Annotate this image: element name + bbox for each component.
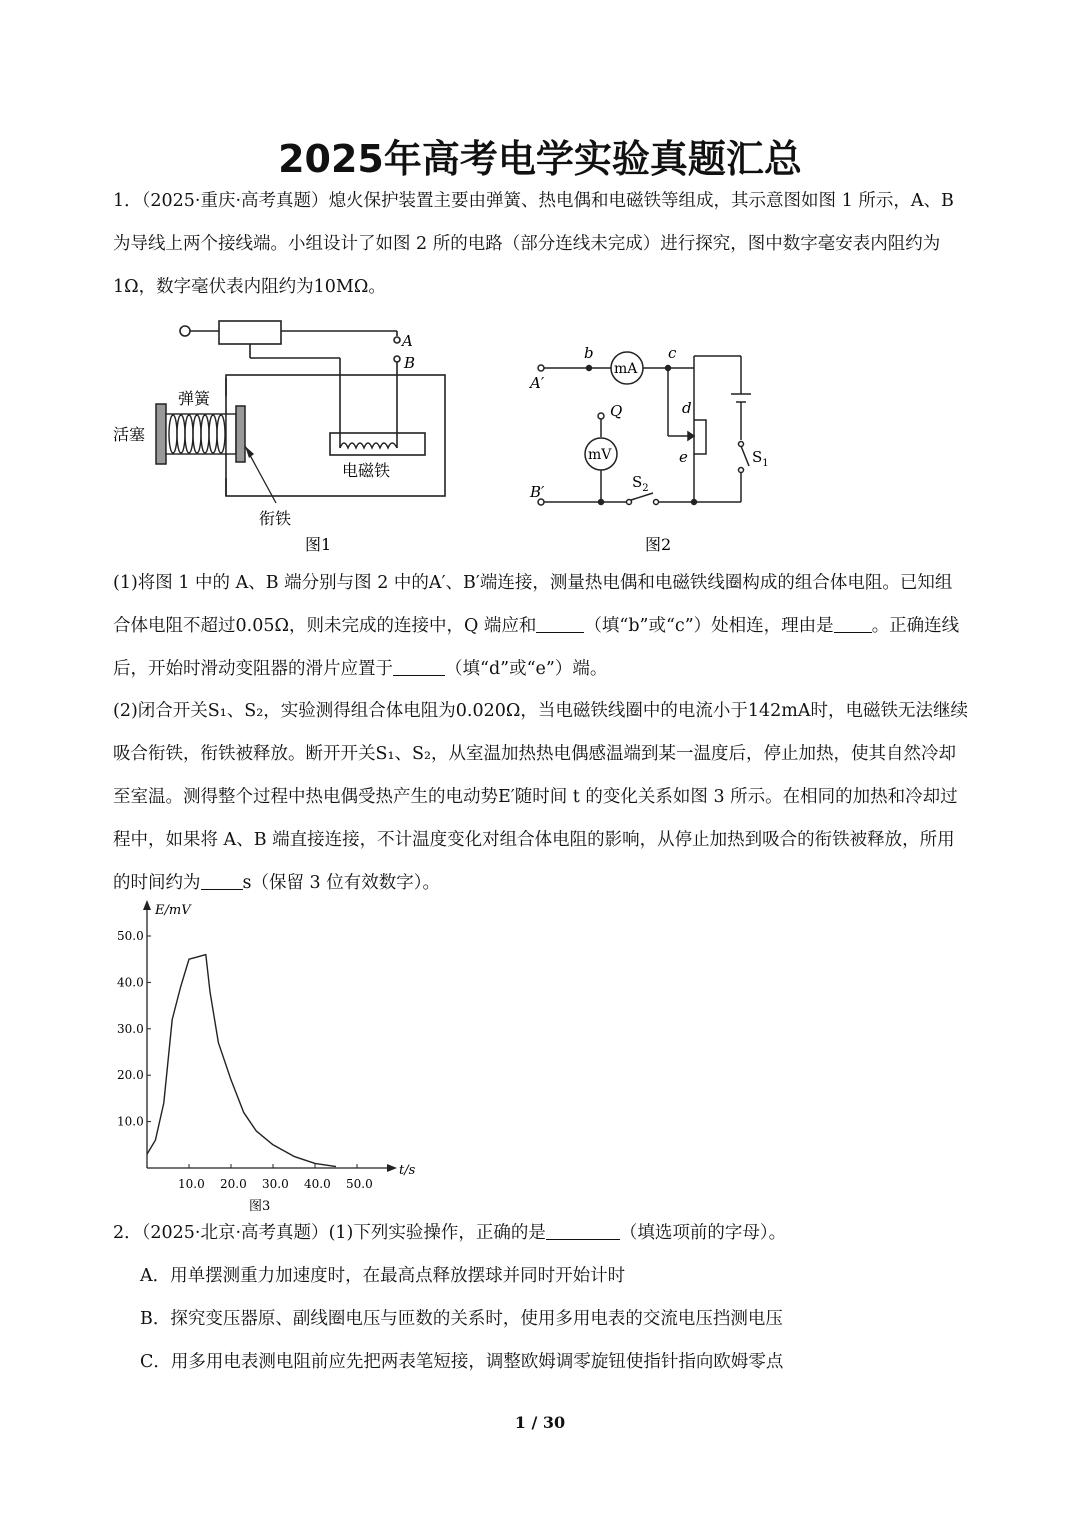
y-tick-label: 30.0 xyxy=(117,1021,144,1036)
x-tick-label: 30.0 xyxy=(262,1177,289,1191)
fig2-switch1: $S_1$ xyxy=(752,448,769,469)
answer-blank-slider-position[interactable] xyxy=(393,656,445,676)
page-number: 1 / 30 xyxy=(514,1413,566,1432)
q2-option-a: A．用单摆测重力加速度时，在最高点释放摆球并同时开始计时 xyxy=(140,1266,626,1286)
fig1-electromagnet-label: 电磁铁 xyxy=(342,461,391,480)
fig2-node-q: Q xyxy=(610,402,623,420)
figure-1 xyxy=(108,318,458,558)
y-axis-label: E/mV xyxy=(155,903,191,918)
fig2-node-b-lower: b xyxy=(584,344,594,362)
y-tick-label: 20.0 xyxy=(117,1068,144,1083)
fig2-node-a: A′ xyxy=(530,374,545,392)
fig2-ammeter: mA xyxy=(614,361,638,377)
q2-option-c: C．用多用电表测电阻前应先把两表笔短接，调整欧姆调零旋钮使指针指向欧姆零点 xyxy=(140,1352,784,1372)
fig1-armature-label: 衔铁 xyxy=(259,509,292,528)
fig1-caption: 图1 xyxy=(305,535,332,554)
fig2-node-c: c xyxy=(668,344,677,362)
x-axis-arrow xyxy=(387,1164,397,1172)
q1-part1: (1)将图 1 中的 A、B 端分别与图 2 中的A′、B′端连接，测量热电偶和电磁铁线圈构成的组合体电阻。已知组合体电阻不超过0.05Ω，则未完成的连接中，Q 端应和 （填“b”或“c”）处相连，理由是 。正确连线后，开始时滑动变阻器的滑片应置于 （填“d”或“e”）端。 xyxy=(113,573,960,679)
q1-intro xyxy=(113,180,969,309)
x-tick-label: 40.0 xyxy=(304,1177,331,1191)
y-tick-label: 50.0 xyxy=(117,929,144,943)
fig2-voltmeter: mV xyxy=(588,447,612,463)
q2-option-b: B．探究变压器原、副线圈电压与匝数的关系时，使用多用电表的交流电压挡测电压 xyxy=(140,1309,783,1329)
series-line xyxy=(147,955,336,1167)
q1-source: （2025·重庆·高考真题） xyxy=(141,191,329,211)
y-tick-label: 40.0 xyxy=(117,975,144,990)
fig2-node-d: d xyxy=(682,399,692,417)
y-axis-arrow xyxy=(143,900,151,910)
fig3-caption: 图3 xyxy=(249,1199,271,1214)
q2-part1: 2．（2025·北京·高考真题）(1)下列实验操作，正确的是 （填选项前的字母）。 xyxy=(113,1212,969,1255)
answer-blank-time[interactable] xyxy=(201,870,243,890)
y-tick-label: 10.0 xyxy=(117,1114,144,1129)
fig2-node-e: e xyxy=(679,448,688,466)
figure-3-chart xyxy=(112,896,416,1216)
x-axis-label: t/s xyxy=(399,1163,416,1178)
q1-intro-text: 熄火保护装置主要由弹簧、热电偶和电磁铁等组成，其示意图如图 1 所示，A、B 为导线上两个接线端。小组设计了如图 2 所的电路（部分连线未完成）进行探究，图中数字毫安表内阻约为1Ω，数字毫伏表内阻约为10MΩ。 xyxy=(113,191,954,297)
answer-blank-reason[interactable] xyxy=(834,613,872,633)
q2-source: （2025·北京·高考真题） xyxy=(141,1223,329,1243)
fig2-caption: 图2 xyxy=(645,535,672,554)
fig2-switch2: $S_2$ xyxy=(632,473,649,494)
x-tick-label: 50.0 xyxy=(346,1177,373,1191)
q1-label: 1． xyxy=(113,191,142,211)
q2-label: 2． xyxy=(113,1223,142,1243)
fig1-spring-label: 弹簧 xyxy=(178,389,211,408)
figure-2 xyxy=(522,340,782,558)
x-tick-label: 10.0 xyxy=(178,1177,205,1191)
answer-blank-q2[interactable] xyxy=(546,1220,620,1240)
x-tick-label: 20.0 xyxy=(220,1177,247,1191)
fig1-piston-label: 活塞 xyxy=(113,425,146,444)
fig1-label-a: A xyxy=(402,332,413,350)
page-title: 2025年高考电学实验真题汇总 xyxy=(278,137,802,181)
fig2-node-b: B′ xyxy=(530,483,545,501)
answer-blank-q-connection[interactable] xyxy=(536,613,584,633)
q1-part2: (2)闭合开关S₁、S₂，实验测得组合体电阻为0.020Ω，当电磁铁线圈中的电流小于142mA时，电磁铁无法继续吸合衔铁，衔铁被释放。断开开关S₁、S₂，从室温加热热电偶感温端到某一温度后，停止加热，使其自然冷却至室温。测得整个过程中热电偶受热产生的电动势E′随时间 t 的变化关系如图 3 所示。在相同的加热和冷却过程中，如果将 A、B 端直接连接，不计温度变化对组合体电阻的影响，从停止加热到吸合的衔铁被释放，所用的时间约为 s（保留 3 位有效数字）。 xyxy=(113,701,969,893)
fig1-label-b: B xyxy=(404,354,416,372)
